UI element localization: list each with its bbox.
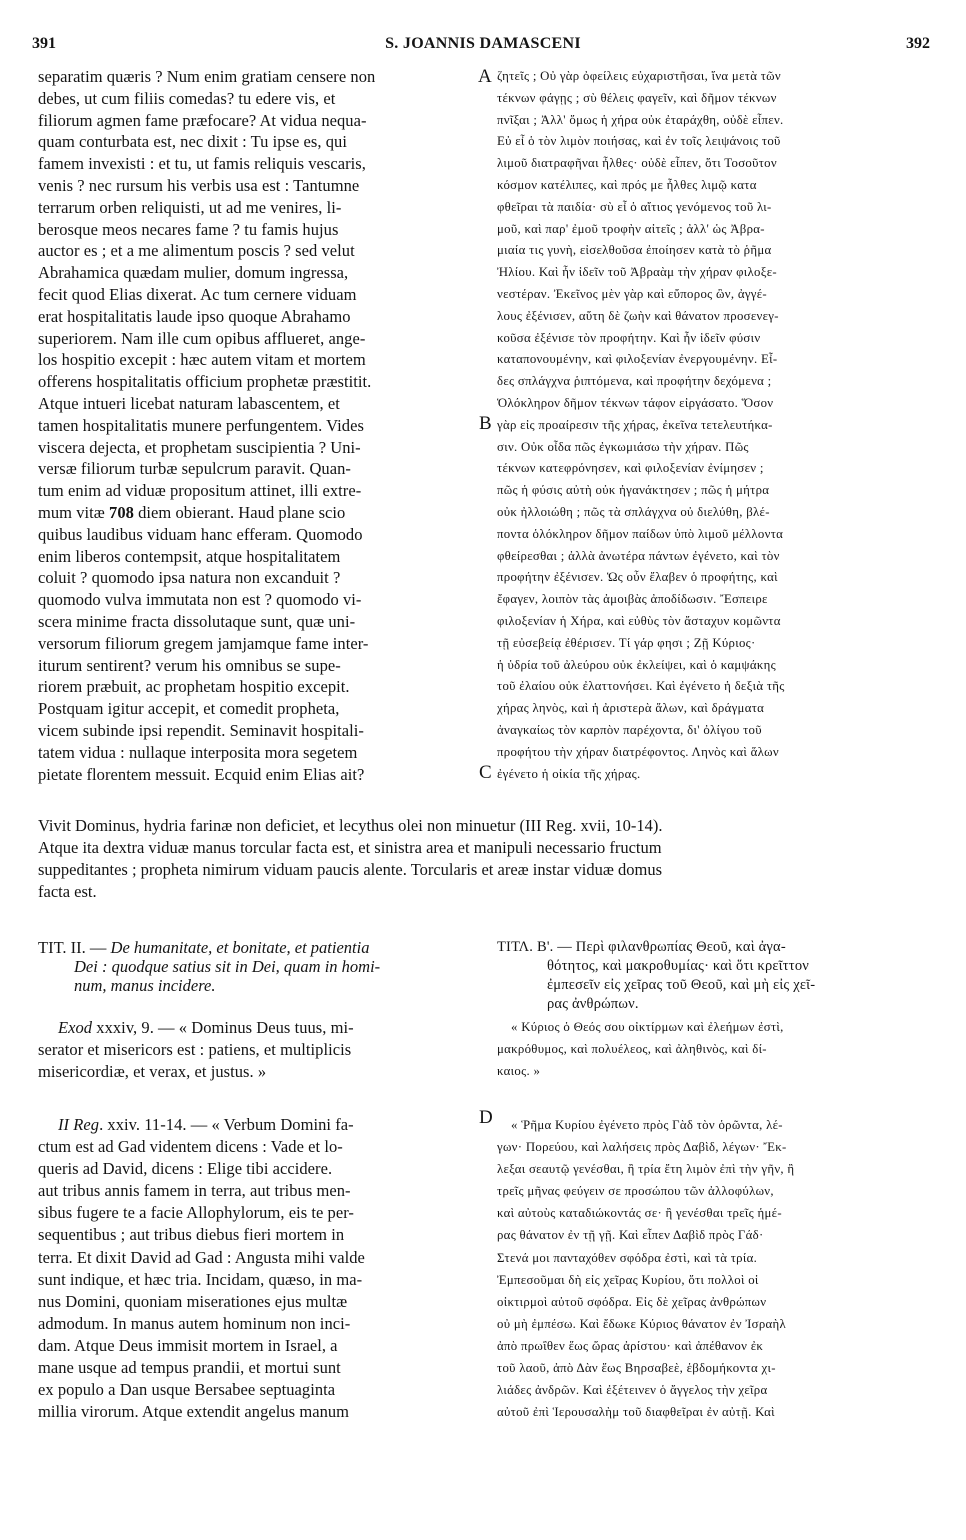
text-line: dam. Atque Deus immisit mortem in Israel, a — [38, 1335, 338, 1355]
text-line: ἐγένετο ἡ οἰκία τῆς χήρας. — [497, 766, 641, 781]
margin-letter-b: B — [479, 413, 492, 434]
text-line: καταπονουμένην, καὶ φιλοξενίαν ἐνεργουμένην. Εἶ- — [497, 352, 778, 367]
text-line: vicem subinde ipsi rependit. Seminavit hospitali- — [38, 720, 364, 740]
text-line: Atque intueri licebat naturam labascentem, et — [38, 393, 340, 413]
section-title-greek — [497, 938, 933, 1014]
text-line: facta est. — [38, 882, 97, 901]
text-line: τέκνων κατεφρόνησεν, καὶ φιλοξενίαν ἐνίμησεν ; — [497, 461, 764, 476]
title-line: ἐμπεσεῖν εἰς χεῖρας τοῦ Θεοῦ, καὶ μὴ εἰς χεῖ- — [547, 977, 816, 993]
margin-letter-a: A — [478, 66, 492, 87]
running-title: S. JOANNIS DAMASCENI — [385, 35, 581, 52]
title-line: Dei : quodque satius sit in Dei, quam in homi- — [74, 957, 381, 976]
text-line: berosque meos necares fame ? tu famis hujus — [38, 219, 339, 239]
text-line: terrarum orben reliquisti, ut ad me venires, li- — [38, 197, 342, 217]
text-line: sunt indique, et hæc tria. Incidam, quæso, in ma- — [38, 1269, 363, 1289]
section-title-latin — [38, 938, 474, 995]
text-line: debes, ut cum filiis comedas? tu edere vis, et — [38, 88, 336, 108]
margin-letter-c: C — [479, 762, 492, 783]
text-line: superiorem. Nam ille cum opibus afflueret, ange- — [38, 328, 366, 348]
text-line: Εὐ εἶ ὁ τὸν λιμὸν ποιήσας, καὶ ἐν τοῖς λειψάνοις τοῦ — [497, 134, 781, 149]
text-line: pietate florentem messuit. Ecquid enim Elias ait? — [38, 764, 365, 784]
text-segment: xxxiv, 9. — « Dominus Deus tuus, mi- — [92, 1018, 354, 1037]
text-line: φθείρεσθαι ; ἀλλὰ ἀνωτέρα πάντων ἐγένετο, καὶ τὸν — [497, 548, 780, 563]
text-line: Ἐμπεσοῦμαι δὴ εἰς χεῖρας Κυρίου, ὅτι πολλοὶ οἱ — [497, 1272, 759, 1287]
page-number-right: 392 — [906, 35, 930, 52]
reg-latin — [38, 1114, 474, 1423]
text-line: versorum filiorum gregem jamjamque fame inter- — [38, 633, 369, 653]
text-line: misericordiæ, et verax, et justus. » — [38, 1061, 267, 1081]
text-line: sequentibus ; aut tribus diebus fieri mortem in — [38, 1225, 345, 1245]
text-line: αὐτοῦ ἐπὶ Ἱερουσαλὴμ τοῦ διαφθεῖραι ἐν αὐτῇ. Καὶ — [497, 1405, 775, 1420]
text-line: ἔφαγεν, λοιπὸν τὰς ἀμοιβὰς ἀποδίδωσιν. Ἔσπειρε — [497, 592, 768, 607]
text-line: φθεῖραι τὰ παιδία· σὺ εἶ ὁ αἴτιος γενόμενος τοῦ λι- — [497, 199, 772, 214]
text-line: ποντα ὁλόκληρον δῆμον παίδων ὑπὸ λιμοῦ μέλλοντα — [497, 526, 784, 541]
text-line: millia virorum. Atque extendit angelus manum — [38, 1402, 350, 1422]
text-line: Ἠλίου. Καὶ ἦν ἰδεῖν τοῦ Ἀβραὰμ τὴν χήραν φιλοξε- — [497, 265, 777, 280]
text-line: Vivit Dominus, hydria farinæ non deficiet, et lecythus olei non minuetur (III Reg. xvii, 10-14). — [38, 816, 663, 835]
title-line — [38, 938, 474, 957]
text-line: tum enim ad viduæ propositum attinet, illi extre- — [38, 481, 362, 501]
folio-marker: 708 — [109, 502, 134, 522]
text-line: χήρας ληνὸς, καὶ ἡ ἀριστερὰ ἅλων, καὶ δράγματα — [497, 701, 765, 716]
text-line: terra. Et dixit David ad Gad : Angusta mihi valde — [38, 1247, 365, 1267]
text-line: nus Domini, quoniam miserationes ejus multæ — [38, 1291, 348, 1311]
text-line: τοῦ λαοῦ, ἀπὸ Δὰν ἕως Βηρσαβεὲ, ἑβδομήκοντα χι- — [497, 1361, 776, 1376]
text-line: erat hospitalitatis laude ipso quoque Abrahamo — [38, 306, 351, 326]
text-line: λιμοῦ διατραφῆναι ἦλθες· οὐδὲ εἶπεν, ὅτι Τοσοῦτον — [497, 156, 777, 171]
text-line: mane usque ad tempus prandii, et mortui sunt — [38, 1358, 341, 1378]
text-line: ἀπὸ πρωΐθεν ἕως ὥρας ἀρίστου· καὶ ἀπέθανον ἐκ — [497, 1338, 764, 1353]
text-line: γὰρ εἰς προαίρεσιν τῆς χήρας, ἐκεῖνα τετελευτήκα- — [497, 417, 773, 432]
scripture-ref: II Reg — [58, 1115, 100, 1134]
text-line: auctor es ; et a me alimentum poscis ? sed velut — [38, 241, 355, 261]
exodus-latin — [38, 1017, 474, 1082]
exodus-greek — [497, 1017, 933, 1082]
text-line: enim liberos contempsit, atque hospitalitatem — [38, 546, 341, 566]
text-line: « Κύριος ὁ Θεός σου οἰκτίρμων καὶ ἐλεήμων ἐστὶ, — [511, 1020, 784, 1034]
text-line: νεστέραν. Ἐκεῖνος μὲν γὰρ καὶ εὔπορος ὢν, ἀγγέ- — [497, 286, 767, 301]
title-line: num, manus incidere. — [74, 976, 216, 995]
text-line: κοῦσα ἐξένισε τὸν προφήτην. Καὶ ἦν ἰδεῖν φύσιν — [497, 330, 761, 345]
text-line: κόσμον κατέλιπες, καὶ πρός με ἦλθες λιμῷ κατα — [497, 177, 757, 192]
text-line: Atque ita dextra viduæ manus torcular facta est, et sinistra area et manipuli necessario fructum — [38, 838, 662, 857]
text-line — [38, 1114, 474, 1136]
text-line: suppeditantes ; propheta nimirum viduam paucis alente. Torcularis et areæ instar viduæ domus — [38, 860, 663, 879]
text-line: coluit ? quomodo ipsa natura non excanduit ? — [38, 568, 341, 588]
title-text: De humanitate, et bonitate, et patientia — [110, 938, 370, 957]
page-number-left: 391 — [32, 35, 56, 52]
text-line: λεξαι σεαυτῷ γενέσθαι, ἢ τρία ἔτη λιμὸν ἐπὶ τὴν γῆν, ἢ — [497, 1162, 795, 1177]
text-line: tatem vidua : nullaque interposita mora segetem — [38, 742, 358, 762]
title-line: θότητος, καὶ μακροθυμίας· καὶ ὅτι κρεῖττον — [547, 958, 810, 974]
title-prefix: TIT. II. — — [38, 938, 111, 957]
text-line: τῇ εὐσεβείᾳ ἐθέρισεν. Τί γάρ φησι ; Ζῇ Κύριος· — [497, 635, 756, 650]
text-line: ζητεῖς ; Οὐ γὰρ ὀφείλεις εὐχαριστῆσαι, ἵνα μετὰ τῶν — [497, 69, 781, 83]
text-line: queris ad David, dicens : Elige tibi accidere. — [38, 1159, 333, 1179]
text-line: scera minime fracta dissolutaque sunt, quæ uni- — [38, 611, 356, 631]
text-line: πνῖξαι ; Ἀλλ' ὅμως ἡ χήρα οὐκ ἐταράχθη, οὐδὲ εἶπεν. — [497, 112, 784, 127]
text-line: Abrahamica quædam mulier, domum ingressa, — [38, 263, 349, 283]
text-line: καιος. » — [497, 1063, 541, 1078]
text-line: δες σπλάγχνα ῥιπτόμενα, καὶ προφήτην δεχόμενα ; — [497, 374, 772, 389]
text-line: γων· Πορεύου, καὶ λαλήσεις πρὸς Δαβὶδ, λέγων· Ἔκ- — [497, 1140, 787, 1155]
text-line: versæ filiorum turbæ sepulcrum paravit. Quan- — [38, 459, 351, 479]
text-line: ρας θάνατον ἐν τῇ γῇ. Καὶ εἶπεν Δαβὶδ πρὸς Γάδ· — [497, 1228, 764, 1243]
text-line: serator et misericors est : patiens, et multiplicis — [38, 1039, 352, 1059]
text-line: Στενά μοι πανταχόθεν σφόδρα ἐστὶ, καὶ τὰ τρία. — [497, 1250, 758, 1265]
text-line: μιαία τις γυνὴ, εἰσελθοῦσα ἐποίησεν κατὰ τὸ ῥῆμα — [497, 243, 772, 258]
text-line: famem invexisti : et tu, ut famis reliquis vescaris, — [38, 154, 366, 174]
text-line: προφήτην ἐξένισεν. Ὡς οὖν ἔλαβεν ὁ προφήτης, καὶ — [497, 570, 778, 585]
scripture-ref: Exod — [58, 1018, 93, 1037]
text-line: viscera dejecta, et prophetam suscipientia ? Uni- — [38, 437, 361, 457]
text-line: ctum est ad Gad videntem dicens : Vade et lo- — [38, 1137, 343, 1157]
text-line: quomodo vulva immutata non est ? quomodo vi- — [38, 590, 362, 610]
text-line: ἀναγκαίως τὸν καρπὸν παρέχοντα, δι' ὀλίγου τοῦ — [497, 722, 762, 737]
text-line: « Ῥῆμα Κυρίου ἐγένετο πρὸς Γὰδ τὸν ὁρῶντα, λέ- — [511, 1118, 783, 1132]
latin-column-top — [38, 66, 474, 785]
title-line: ρας ἀνθρώπων. — [547, 996, 639, 1012]
text-line: ex populo a Dan usque Bersabee septuaginta — [38, 1380, 336, 1400]
text-line: venis ? nec rursum his verbis usa est : Tantumne — [38, 175, 360, 195]
text-segment: . xxiv. 11-14. — « Verbum Domini fa- — [99, 1115, 354, 1134]
text-line: σιν. Οὐκ οἶδα πῶς ἐγκωμιάσω τὴν χήραν. Πῶς — [497, 439, 749, 454]
text-line: οἰκτιρμοὶ αὐτοῦ σφόδρα. Εἰς δὲ χεῖρας ἀνθρώπων — [497, 1294, 767, 1309]
text-line: τοῦ ἐλαίου οὐκ ἐλαττονήσει. Καὶ ἐγένετο ἡ δεξιὰ τῆς — [497, 679, 785, 694]
reg-greek — [497, 1114, 933, 1423]
text-line: μακρόθυμος, καὶ πολυέλεος, καὶ ἀληθινὸς, καὶ δί- — [497, 1041, 767, 1056]
greek-column-top — [497, 66, 933, 785]
text-line: μοῦ, καὶ παρ' ἐμοῦ τροφὴν αἰτεῖς ; ἀλλ' ὡς Ἀβρα- — [497, 221, 765, 236]
text-line — [38, 1017, 474, 1039]
text-line: καὶ αὐτοὺς καταδιώκοντάς σε· ἢ γενέσθαι τρεῖς ἡμέ- — [497, 1206, 782, 1221]
title-line: ΤΙΤΛ. Β'. — Περὶ φιλανθρωπίας Θεοῦ, καὶ ἀγα- — [497, 939, 786, 955]
text-line: admodum. In manus autem hominum non inci- — [38, 1313, 351, 1333]
text-line: separatim quæris ? Num enim gratiam censere non — [38, 67, 376, 86]
text-line: filiorum agmen fame præfocare? At vidua nequa- — [38, 110, 367, 130]
text-line: aut tribus annis famem in terra, aut tribus men- — [38, 1181, 351, 1201]
text-line: offerens hospitalitatis officium prophetæ præstitit. — [38, 372, 372, 392]
margin-letter-d: D — [479, 1107, 493, 1128]
text-line: Postquam igitur accepit, et comedit propheta, — [38, 699, 340, 719]
text-line: tamen hospitalitatis munere perfungentem. Vides — [38, 415, 364, 435]
text-line: οὐ μὴ ἐμπέσω. Καὶ ἔδωκε Κύριος θάνατον ἐν Ἰσραὴλ — [497, 1316, 787, 1331]
text-line: quibus laudibus viduam hanc efferam. Quomodo — [38, 524, 363, 544]
text-line: sibus fugere te a facie Allophylorum, eis te per- — [38, 1203, 354, 1223]
text-line: οὐκ ἠλλοιώθη ; πῶς τὰ σπλάγχνα οὐ διελύθη, βλέ- — [497, 504, 770, 519]
latin-full-width — [38, 815, 932, 903]
text-line: iturum sentirent? verum his omnibus se supe- — [38, 655, 341, 675]
text-line: fecit quod Elias dixerat. Ac tum cernere viduam — [38, 284, 357, 304]
text-line: φιλοξενίαν ἡ Χήρα, καὶ εὐθὺς τὸν ἄσταχυν κομῶντα — [497, 613, 781, 628]
text-line: πῶς ἡ φύσις αὐτὴ οὐκ ἠγανάκτησεν ; πῶς ἡ μήτρα — [497, 483, 770, 498]
text-line: προφήτου τὴν χήραν διατρέφοντος. Ληνὸς καὶ ἅλων — [497, 744, 779, 759]
text-line: τέκνων φάγῃς ; σὺ θέλεις φαγεῖν, καὶ δῆμον τέκνων — [497, 90, 777, 105]
text-line: τρεῖς μῆνας φεύγειν σε προσώπου τῶν ἀλλοφύλων, — [497, 1184, 774, 1199]
text-line: λους ἐξένισεν, αὕτη δὲ ζωὴν καὶ θάνατον προσενεγ- — [497, 308, 779, 323]
text-line: mum vitæ 708 diem obierant. Haud plane scio — [38, 502, 346, 522]
text-line: riorem præbuit, ac prophetam hospitio excepit. — [38, 677, 350, 697]
text-line: λιάδες ἀνδρῶν. Καὶ ἐξέτεινεν ὁ ἄγγελος τὴν χεῖρα — [497, 1383, 768, 1398]
text-line: ἡ ὑδρία τοῦ ἀλεύρου οὐκ ἐκλείψει, καὶ ὁ καμψάκης — [497, 657, 776, 672]
text-line: Ὁλόκληρον δῆμον τέκνων τάφον εἰργάσατο. Ὅσον — [497, 395, 774, 410]
text-line: quam conturbata est, nec dixit : Tu ipse es, qui — [38, 132, 347, 152]
text-line: los hospitio excepit : hæc autem vitam et mortem — [38, 350, 366, 370]
